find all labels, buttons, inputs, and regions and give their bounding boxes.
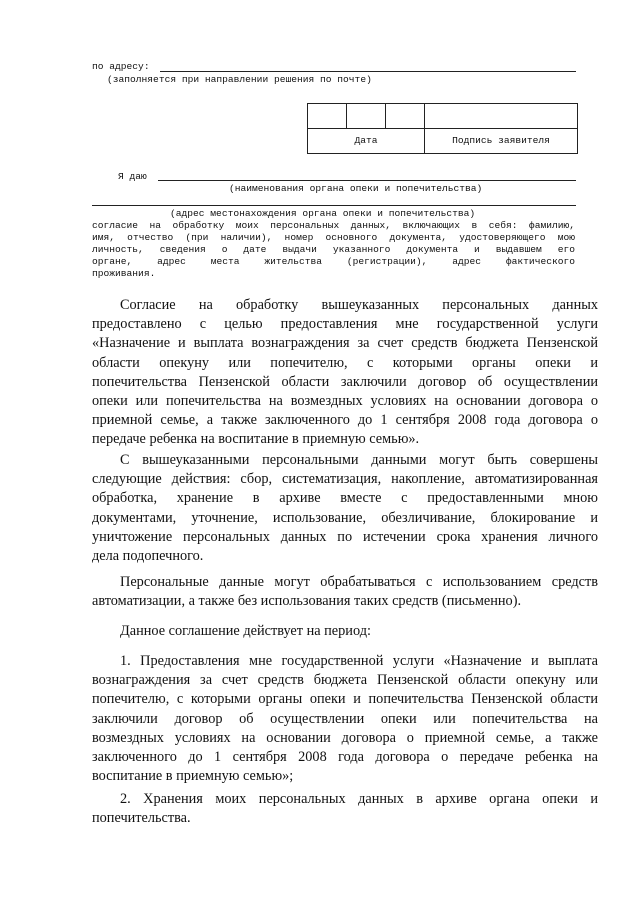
text-line: заключили договор об осуществлении опеки или попечительства на [92, 710, 598, 727]
text-line: Согласие на обработку вышеуказанных персональных данных [120, 297, 598, 313]
text-line: приемной семье, а также заключенного до 1 сентября 2008 года договора о [92, 412, 598, 429]
text-line: заключенного до 1 сентября 2008 года договора о передаче ребенка на [92, 749, 598, 766]
paragraph-automation [92, 573, 598, 611]
date-cell: Дата [308, 129, 425, 154]
address-hint: (заполняется при направлении решения по почте) [107, 74, 372, 85]
text-line: 2. Хранения моих персональных данных в архиве органа опеки и [120, 791, 598, 807]
signature-table [307, 103, 578, 154]
consent-block [92, 220, 575, 280]
text-line: области опекуну или попечителю, с которыми органы опеки и [92, 354, 598, 371]
consent-line: согласие на обработку моих персональных данных, включающих в себя: фамилию, [92, 220, 575, 231]
text-line: предоставлено с целью предоставления мне государственной услуги [92, 316, 598, 333]
text-line: попечительства Пензенской области заключили договор об осуществлении [92, 373, 598, 390]
text-line: следующие действия: сбор, систематизация, накопление, автоматизированная [92, 471, 598, 488]
authority-hint: (наименования органа опеки и попечительства) [229, 183, 483, 194]
text-line: передаче ребенка на воспитание в приемную семью». [92, 431, 420, 448]
text-line: Данное соглашение действует на период: [120, 623, 371, 639]
text-line: вознаграждения за счет средств бюджета Пензенской области опекуну или [92, 672, 598, 689]
paragraph-period [92, 622, 598, 641]
text-line: воспитание в приемную семью»; [92, 768, 294, 785]
authority-line [158, 180, 576, 181]
text-line: попечителю, с которыми органы опеки и попечительства Пензенской области [92, 691, 598, 708]
text-line: возмездных условиях на основании договора о приемной семье, а также [92, 729, 598, 746]
text-line: 1. Предоставления мне государственной услуги «Назначение и выплата [120, 653, 598, 669]
text-line: уничтожение персональных данных по истечении срока хранения личного [92, 528, 598, 545]
text-line: дела подопечного. [92, 548, 204, 565]
text-line: Персональные данные могут обрабатываться с использованием средств [120, 574, 598, 590]
consent-line: личность, сведения о дате выдачи указанного документа и выдавшем его [92, 244, 575, 255]
paragraph-period-item-1 [92, 652, 598, 786]
text-line: С вышеуказанными персональными данными могут быть совершены [120, 452, 598, 468]
consent-line: органе, адрес места жительства (регистрации), адрес фактического [92, 256, 575, 267]
authority-address-hint: (адрес местонахождения органа опеки и попечительства) [170, 208, 476, 219]
address-line [160, 71, 576, 72]
text-line: обработка, хранение в архиве вместе с предоставленными мною [92, 490, 598, 507]
text-line: документами, уточнение, использование, обезличивание, блокирование и [92, 509, 598, 526]
address-label: по адресу: [92, 61, 150, 72]
text-line: попечительства. [92, 810, 191, 827]
authority-address-line [92, 205, 576, 206]
signature-cell: Подпись заявителя [425, 129, 578, 154]
paragraph-purpose [92, 296, 598, 450]
paragraph-actions [92, 451, 598, 566]
text-line: «Назначение и выплата вознаграждения за счет средств бюджета Пензенской [92, 335, 598, 352]
consent-line: проживания. [92, 268, 156, 279]
consent-line: имя, отчество (при наличии), номер основного документа, удостоверяющего мою [92, 232, 575, 243]
consent-prefix: Я даю [118, 171, 147, 182]
text-line: опеки или попечительства на возмездных условиях на основании договора о [92, 393, 598, 410]
text-line: автоматизации, а также без использования таких средств (письменно). [92, 593, 522, 610]
paragraph-period-item-2 [92, 790, 598, 828]
